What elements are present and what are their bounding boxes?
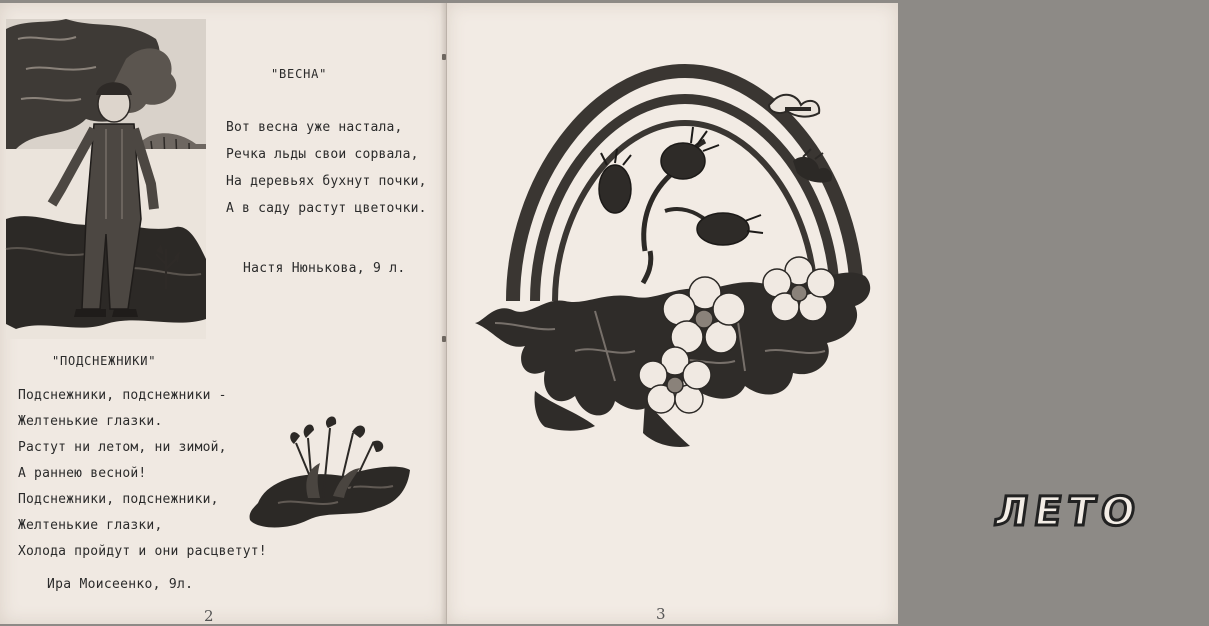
podsnezhniki-author: Ира Моисеенко, 9л. bbox=[47, 577, 194, 592]
vesna-line: А в саду растут цветочки. bbox=[226, 201, 427, 216]
page-number: 3 bbox=[656, 605, 666, 623]
podsnezhniki-line: А раннею весной! bbox=[18, 466, 147, 481]
podsnezhniki-title: "ПОДСНЕЖНИКИ" bbox=[52, 354, 157, 368]
right-page bbox=[447, 3, 1145, 624]
staple bbox=[442, 336, 446, 342]
rose-flower bbox=[763, 257, 835, 321]
summer-heading bbox=[991, 487, 1208, 537]
staple bbox=[442, 54, 446, 60]
vesna-title: "ВЕСНА" bbox=[271, 67, 328, 81]
podsnezhniki-line: Подснежники, подснежники - bbox=[18, 388, 227, 403]
podsnezhniki-line: Желтенькие глазки. bbox=[18, 414, 163, 429]
podsnezhniki-line: Желтенькие глазки, bbox=[18, 518, 163, 533]
snowdrops-illustration bbox=[248, 408, 413, 533]
vesna-line: Речка льды свои сорвала, bbox=[226, 147, 419, 162]
boy-in-park-illustration bbox=[6, 19, 206, 339]
vesna-line: На деревьях бухнут почки, bbox=[226, 174, 427, 189]
summer-heading-text: ЛЕТО bbox=[991, 489, 1145, 535]
page-number: 2 bbox=[204, 607, 214, 625]
left-page bbox=[0, 3, 447, 624]
wild-rose-wreath-illustration bbox=[475, 61, 875, 481]
podsnezhniki-line: Подснежники, подснежники, bbox=[18, 492, 219, 507]
vesna-author: Настя Нюнькова, 9 л. bbox=[243, 261, 406, 276]
podsnezhniki-line: Растут ни летом, ни зимой, bbox=[18, 440, 227, 455]
vesna-line: Вот весна уже настала, bbox=[226, 120, 403, 135]
podsnezhniki-line: Холода пройдут и они расцветут! bbox=[18, 544, 267, 559]
